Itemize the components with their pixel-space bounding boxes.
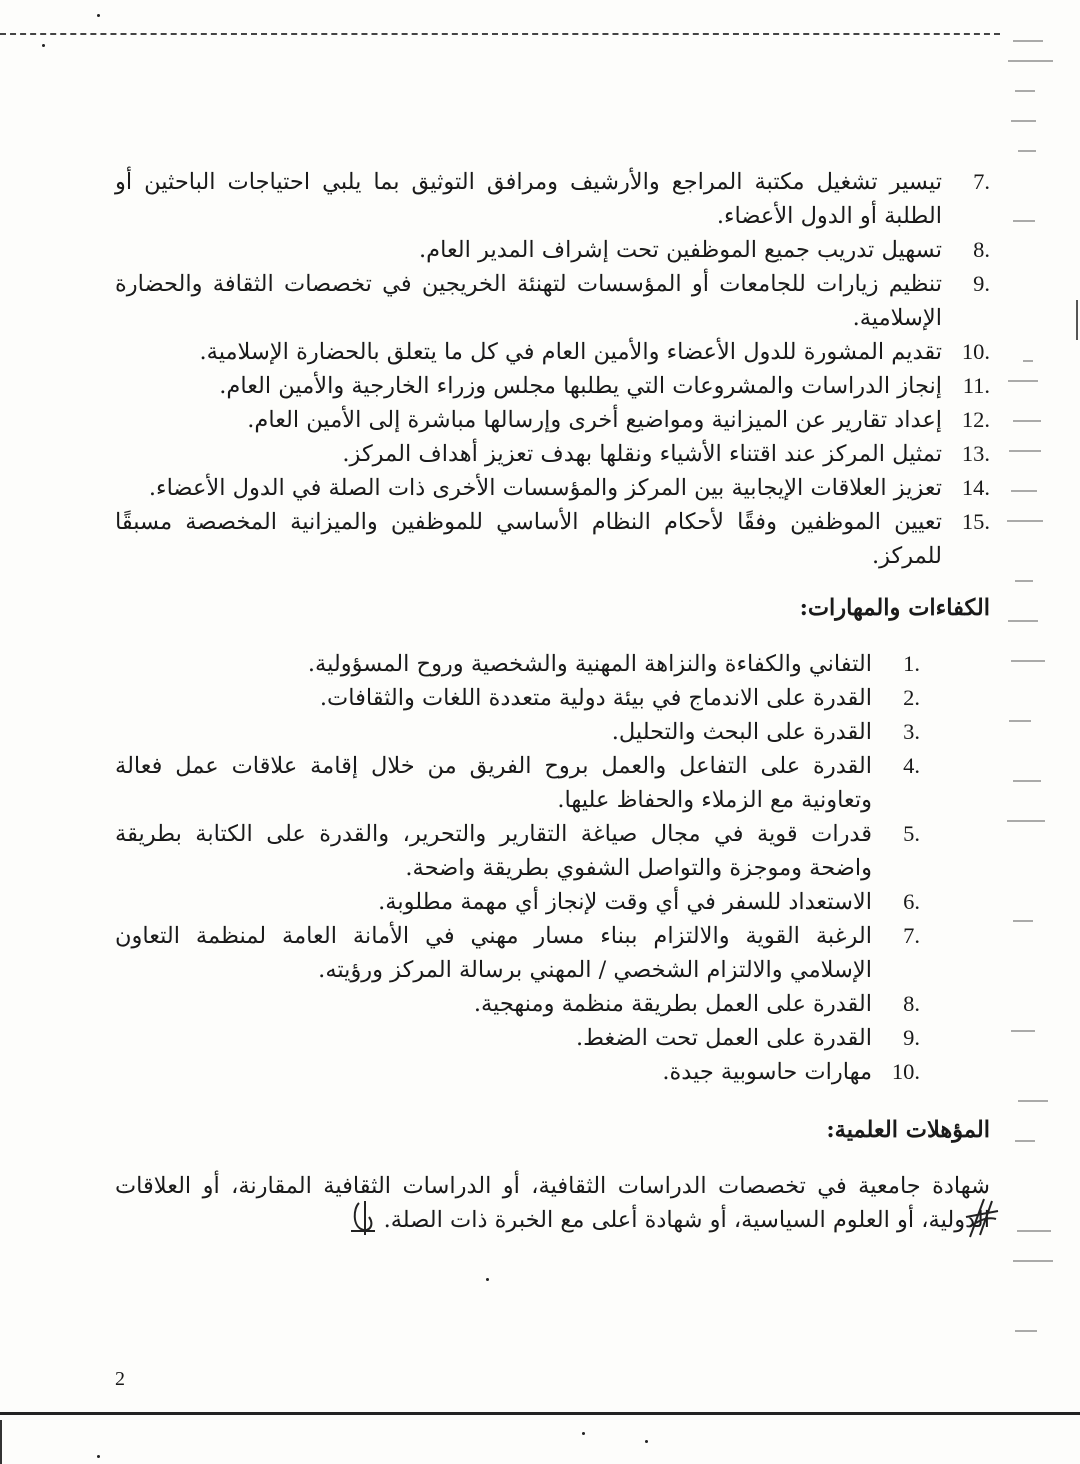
list-item — [115, 267, 990, 335]
document-body — [115, 165, 990, 1237]
list-item — [115, 335, 990, 369]
list-item-text: تعزيز العلاقات الإيجابية بين المركز والمؤسسات الأخرى ذات الصلة في الدول الأعضاء. — [148, 475, 942, 501]
list-item — [115, 1021, 920, 1055]
list-item-text: القدرة على الاندماج في بيئة دولية متعددة اللغات والثقافات. — [319, 685, 872, 711]
list-item-number: 2. — [903, 685, 920, 710]
list-item-text: تسهيل تدريب جميع الموظفين تحت إشراف المدير العام. — [419, 237, 942, 263]
list-item-number: 8. — [973, 237, 990, 262]
list-item-number: 3. — [903, 719, 920, 744]
list-item — [115, 1055, 920, 1089]
list-item-number: 14. — [961, 475, 990, 500]
list-item-number: 7. — [973, 169, 990, 194]
list-item — [115, 403, 990, 437]
list-item — [115, 885, 920, 919]
list-item-text: إنجاز الدراسات والمشروعات التي يطلبها مجلس وزراء الخارجية والأمين العام. — [219, 373, 942, 399]
list-item — [115, 919, 920, 987]
list-item-text: تعيين الموظفين وفقًا لأحكام النظام الأساسي للموظفين والميزانية المخصصة مسبقًا للمركز. — [115, 509, 942, 569]
qualifications-text: شهادة جامعية في تخصصات الدراسات الثقافية، أو الدراسات الثقافية المقارنة، أو العلاقات الدولية، أو العلوم السياسية، أو شهادة أعلى مع الخبرة ذات الصلة. — [115, 1173, 990, 1233]
list-item-number: 8. — [903, 991, 920, 1016]
list-item — [115, 987, 920, 1021]
scan-speck — [486, 1278, 489, 1281]
right-margin-noise — [1003, 20, 1063, 1320]
list-item-number: 12. — [961, 407, 990, 432]
duties-list — [115, 165, 990, 573]
list-item — [115, 369, 990, 403]
list-item — [115, 647, 920, 681]
list-item — [115, 437, 990, 471]
list-item — [115, 817, 920, 885]
list-item-number: 9. — [903, 1025, 920, 1050]
list-item-number: 1. — [903, 651, 920, 676]
qualifications-heading: المؤهلات العلمية: — [826, 1117, 990, 1143]
list-item — [115, 165, 990, 233]
list-item-text: تقديم المشورة للدول الأعضاء والأمين العام في كل ما يتعلق بالحضارة الإسلامية. — [199, 339, 942, 365]
list-item-number: 10. — [961, 339, 990, 364]
list-item-number: 15. — [961, 509, 990, 534]
scan-speck — [42, 44, 45, 47]
list-item — [115, 233, 990, 267]
skills-heading: الكفاءات والمهارات: — [799, 595, 990, 621]
scan-speck — [97, 14, 100, 17]
list-item-number: 6. — [903, 889, 920, 914]
scan-speck — [645, 1440, 648, 1443]
list-item-number: 9. — [973, 271, 990, 296]
list-item-text: القدرة على التفاعل والعمل بروح الفريق من خلال إقامة علاقات عمل فعالة وتعاونية مع الزملاء والحفاظ عليها. — [115, 753, 872, 813]
scan-speck — [582, 1432, 585, 1435]
list-item-text: تيسير تشغيل مكتبة المراجع والأرشيف ومرافق التوثيق بما يلبي احتياجات الباحثين أو الطلبة أو الدول الأعضاء. — [115, 169, 942, 229]
skills-list — [115, 647, 990, 1089]
list-item-number: 7. — [903, 923, 920, 948]
top-scan-rule — [0, 33, 1000, 35]
list-item-number: 11. — [962, 373, 990, 398]
list-item-text: التفاني والكفاءة والنزاهة المهنية والشخصية وروح المسؤولية. — [307, 651, 872, 677]
list-item-text: القدرة على البحث والتحليل. — [611, 719, 872, 745]
list-item-text: القدرة على العمل بطريقة منظمة ومنهجية. — [473, 991, 872, 1017]
list-item-text: تمثيل المركز عند اقتناء الأشياء ونقلها بهدف تعزيز أهداف المركز. — [342, 441, 942, 467]
list-item-text: إعداد تقارير عن الميزانية ومواضيع أخرى وإرسالها مباشرة إلى الأمين العام. — [247, 407, 942, 433]
scan-speck — [97, 1455, 100, 1458]
scan-edge-mark — [0, 1420, 2, 1464]
list-item-text: الرغبة القوية والالتزام ببناء مسار مهني في الأمانة العامة لمنظمة التعاون الإسلامي والالتزام الشخصي / المهني برسالة المركز ورؤيته. — [115, 923, 872, 983]
list-item — [115, 715, 920, 749]
list-item-text: الاستعداد للسفر في أي وقت لإنجاز أي مهمة مطلوبة. — [378, 889, 872, 915]
list-item-number: 13. — [961, 441, 990, 466]
list-item — [115, 505, 990, 573]
scan-edge-mark — [1076, 300, 1078, 340]
list-item-text: تنظيم زيارات للجامعات أو المؤسسات لتهنئة الخريجين في تخصصات الثقافة والحضارة الإسلامية. — [115, 271, 942, 331]
initials-signature-icon — [962, 1195, 1002, 1240]
list-item-text: مهارات حاسوبية جيدة. — [662, 1059, 872, 1085]
list-item-number: 4. — [903, 753, 920, 778]
list-item-number: 10. — [891, 1059, 920, 1084]
list-item-text: قدرات قوية في مجال صياغة التقارير والتحرير، والقدرة على الكتابة بطريقة واضحة وموجزة والتواصل الشفوي بطريقة واضحة. — [115, 821, 872, 881]
page-number: 2 — [115, 1368, 125, 1390]
bottom-scan-rule — [0, 1412, 1080, 1415]
list-item — [115, 749, 920, 817]
list-item-number: 5. — [903, 821, 920, 846]
list-item — [115, 471, 990, 505]
initials-signature-icon — [345, 1195, 385, 1240]
list-item-text: القدرة على العمل تحت الضغط. — [575, 1025, 872, 1051]
list-item — [115, 681, 920, 715]
